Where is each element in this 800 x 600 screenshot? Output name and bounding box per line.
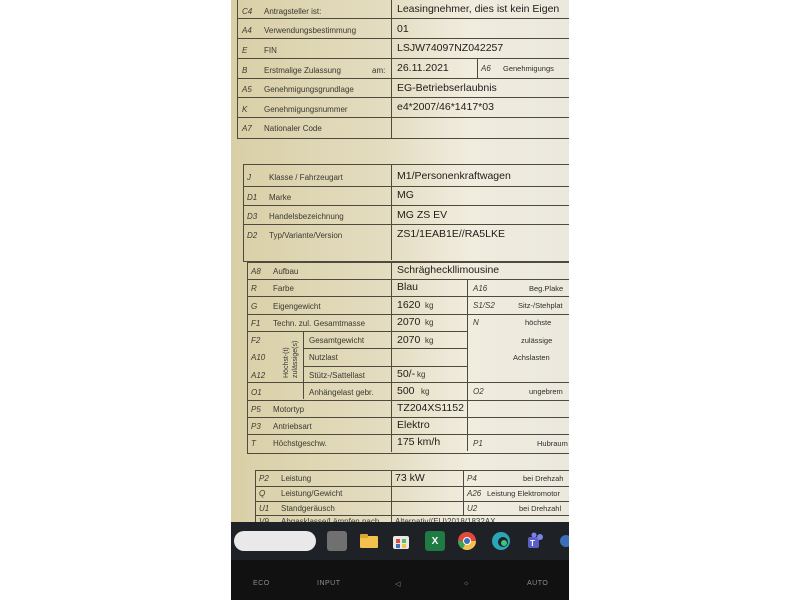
value-handelsbezeichnung: MG ZS EV xyxy=(397,209,448,221)
label-antriebsart: Antriebsart xyxy=(273,422,312,431)
code-p4: P4 xyxy=(467,474,477,483)
label-hubraum: Hubraum xyxy=(537,439,568,448)
value-gesamtmasse: 2070 xyxy=(397,316,421,328)
code-a10: A10 xyxy=(251,353,266,362)
label-zulaessige: zulässige xyxy=(521,336,553,345)
label-standgeraeusch: Standgeräusch xyxy=(281,504,335,513)
value-klasse: M1/Personenkraftwagen xyxy=(397,170,511,182)
store-icon[interactable] xyxy=(391,531,411,551)
taskbar xyxy=(231,522,569,560)
chrome-icon[interactable] xyxy=(457,531,477,551)
label-motortyp: Motortyp xyxy=(273,405,305,414)
label-bei-drehzahl-2: bei Drehzahl xyxy=(519,504,562,513)
label-stuetzlast: Stütz-/Sattellast xyxy=(309,371,366,380)
label-beg-plake: Beg.Plake xyxy=(529,284,564,293)
unit-anhaengelast: kg xyxy=(421,387,430,396)
label-farbe: Farbe xyxy=(273,284,294,293)
taskbar-search-input[interactable] xyxy=(234,531,316,551)
code-j: J xyxy=(247,173,251,182)
code-k: K xyxy=(242,105,248,114)
label-klasse: Klasse / Fahrzeugart xyxy=(269,173,343,182)
code-f2: F2 xyxy=(251,336,261,345)
vertical-label-zulaessige: zulässige(s) xyxy=(292,340,299,378)
label-antragsteller: Antragsteller ist: xyxy=(264,7,322,16)
value-verwendung: 01 xyxy=(397,23,409,35)
label-hoechstgeschw: Höchstgeschw. xyxy=(273,439,327,448)
code-g: G xyxy=(251,302,258,311)
label-nutzlast: Nutzlast xyxy=(309,353,338,362)
unit-gesamtgewicht: kg xyxy=(425,336,434,345)
code-n: N xyxy=(473,318,479,327)
code-a5: A5 xyxy=(242,85,252,94)
label-sitzplaetze: Sitz-/Stehplat xyxy=(518,301,563,310)
value-aufbau: Schrägheckllimousine xyxy=(397,264,500,276)
code-q: Q xyxy=(259,489,266,498)
value-stuetzlast: 50/- xyxy=(397,368,416,380)
code-e: E xyxy=(242,46,248,55)
value-antragsteller: Leasingnehmer, dies ist kein Eigen xyxy=(397,3,560,15)
value-eigengewicht: 1620 xyxy=(397,299,421,311)
value-zulassung: 26.11.2021 xyxy=(397,62,449,74)
value-leistung: 73 kW xyxy=(395,472,425,484)
label-leistung-gewicht: Leistung/Gewicht xyxy=(281,489,343,498)
label-leistung-elektromotor: Leistung Elektromotor xyxy=(487,489,560,498)
code-r: R xyxy=(251,284,257,293)
value-hoechstgeschw: 175 km/h xyxy=(397,436,441,448)
label-nationaler-code: Nationaler Code xyxy=(264,124,322,133)
value-typ: ZS1/1EAB1E//RA5LKE xyxy=(397,228,505,240)
value-antriebsart: Elektro xyxy=(397,419,430,431)
value-fin: LSJW74097NZ042257 xyxy=(397,42,504,54)
label-typ: Typ/Variante/Version xyxy=(269,231,343,240)
app-overflow-icon[interactable] xyxy=(557,531,569,551)
code-f1: F1 xyxy=(251,319,261,328)
code-p2: P2 xyxy=(259,474,269,483)
unit-eigengewicht: kg xyxy=(425,301,434,310)
edge-icon[interactable] xyxy=(491,531,511,551)
unit-stuetzlast: kg xyxy=(417,370,426,379)
code-o1: O1 xyxy=(251,388,262,397)
code-a16: A16 xyxy=(473,284,488,293)
label-anhaengelast: Anhängelast gebr. xyxy=(309,388,374,397)
label-bei-drehzahl: bei Drehzah xyxy=(523,474,564,483)
code-b: B xyxy=(242,66,248,75)
code-d3: D3 xyxy=(247,212,258,221)
label-fin: FIN xyxy=(264,46,277,55)
label-handelsbezeichnung: Handelsbezeichnung xyxy=(269,212,344,221)
value-marke: MG xyxy=(397,189,414,201)
registration-document xyxy=(231,0,569,522)
value-farbe: Blau xyxy=(397,281,419,293)
monitor-button-volume[interactable]: ◁ xyxy=(395,581,401,588)
code-a4: A4 xyxy=(242,26,252,35)
value-genehmigungsnummer: e4*2007/46*1417*03 xyxy=(397,101,494,113)
label-zulassung: Erstmalige Zulassung xyxy=(264,66,341,75)
label-aufbau: Aufbau xyxy=(273,267,299,276)
monitor-bezel xyxy=(231,560,569,600)
code-a6: A6 xyxy=(481,64,491,73)
excel-icon[interactable]: X xyxy=(425,531,445,551)
value-anhaengelast: 500 xyxy=(397,385,415,397)
code-a26: A26 xyxy=(467,489,482,498)
code-u2: U2 xyxy=(467,504,478,513)
code-c4: C4 xyxy=(242,7,253,16)
monitor-button-eco[interactable]: ECO xyxy=(253,580,270,587)
svg-text:T: T xyxy=(530,539,535,548)
unit-gesamtmasse: kg xyxy=(425,318,434,327)
label-grundlage: Genehmigungsgrundlage xyxy=(264,85,354,94)
value-motortyp: TZ204XS1152 xyxy=(397,402,464,414)
code-s1s2: S1/S2 xyxy=(473,301,495,310)
code-a12: A12 xyxy=(251,371,266,380)
code-d1: D1 xyxy=(247,193,258,202)
label-genehmigungsnummer: Genehmigungsnummer xyxy=(264,105,348,114)
monitor-button-auto[interactable]: AUTO xyxy=(527,580,549,587)
label-ungebremst: ungebrem xyxy=(529,387,563,396)
code-u1: U1 xyxy=(259,504,270,513)
file-explorer-icon[interactable] xyxy=(327,531,347,551)
folder-icon[interactable] xyxy=(359,531,379,551)
label-leistung: Leistung xyxy=(281,474,312,483)
code-a7: A7 xyxy=(242,124,252,133)
label-gesamtmasse: Techn. zul. Gesamtmasse xyxy=(273,319,366,328)
monitor-button-brightness[interactable]: ☼ xyxy=(463,580,470,587)
label-achslasten: Achslasten xyxy=(513,353,550,362)
label-verwendung: Verwendungsbestimmung xyxy=(264,26,357,35)
label-hoechste: höchste xyxy=(525,318,552,327)
code-t: T xyxy=(251,439,256,448)
value-grundlage: EG-Betriebserlaubnis xyxy=(397,82,497,94)
value-gesamtgewicht: 2070 xyxy=(397,334,421,346)
label-eigengewicht: Eigengewicht xyxy=(273,302,321,311)
photo-frame xyxy=(231,0,569,600)
code-d2: D2 xyxy=(247,231,258,240)
label-am: am: xyxy=(372,66,386,75)
code-o2: O2 xyxy=(473,387,484,396)
label-marke: Marke xyxy=(269,193,292,202)
label-gesamtgewicht: Gesamtgewicht xyxy=(309,336,365,345)
teams-icon[interactable] xyxy=(525,531,545,551)
code-p1: P1 xyxy=(473,439,483,448)
code-a8: A8 xyxy=(251,267,261,276)
label-genehmigungs: Genehmigungs xyxy=(503,64,554,73)
code-p5: P5 xyxy=(251,405,261,414)
vertical-label-hoechst: Höchst-(t) xyxy=(283,347,290,378)
monitor-button-input[interactable]: INPUT xyxy=(317,580,341,587)
code-p3: P3 xyxy=(251,422,261,431)
